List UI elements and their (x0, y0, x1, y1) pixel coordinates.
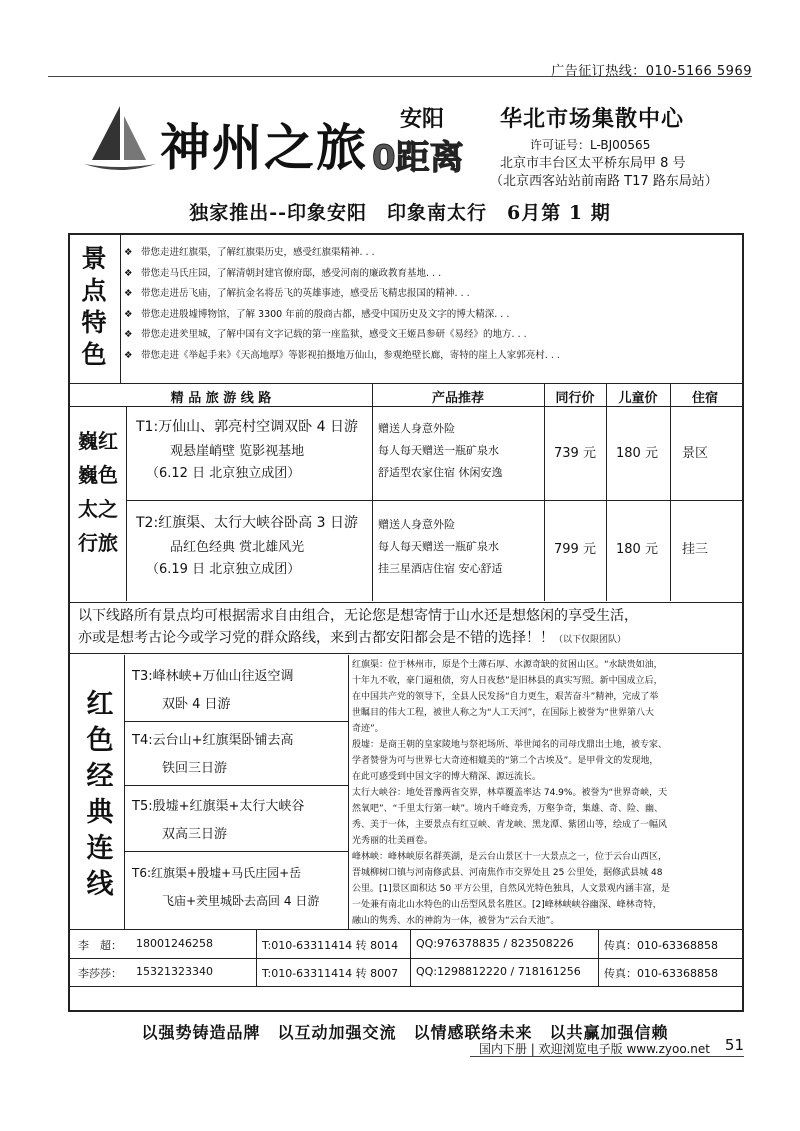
route-t2-rec: 赠送人身意外险 每人每天赠送一瓶矿泉水 挂三星酒店住宿 安心舒适 (378, 518, 503, 575)
logo-text: 神州之旅 (160, 118, 368, 177)
contact-fax: 传真：010-63368858 (604, 967, 718, 980)
red-routes-title: 红 色 经 典 连 线 (86, 689, 114, 900)
header-price: 同行价 (555, 391, 595, 406)
diamond-bullet-icon: ❖ (124, 288, 133, 299)
permit-number: 许可证号：L-BJ00565 (530, 138, 651, 152)
address: 北京市丰台区太平桥东局甲 8 号 (500, 156, 686, 171)
ad-hotline: 广告征订热线：010-5166 5969 (551, 64, 752, 79)
route-t1-sub: 观悬崖峭壁 览影视基地 (170, 444, 305, 459)
red-routes-description: 红旗渠：位于林州市，原是个土薄石厚、水源奇缺的贫困山区。“水缺贵如油， 十年九不收，豪门逼租债，穷人日夜愁”是旧林县的真实写照。新中国成立后， 在中国共产党的领导下，全县人民发扬“自力更生，艰苦奋斗”精神，完成了举 世瞩目的伟大工程，被世人称之为“人工天河”，在国际上被誉为“世界第八大 奇迹”。 殷墟：是商王朝的皇家陵地与祭祀场所、举世闻名的司母戊鼎出土地，被专家、 学者赞誉为可与世界七大奇迹相媲美的“第二个古埃及”。是甲骨文的发现地， 在此可感受到中国文字的博大精深、源远流长。 太行大峡谷：地处晋豫两省交界，林草覆盖率达 74.9%。被誉为“世界奇峡，天 然氧吧”、“千里太行第一峡”。境内千峰竞秀，万壑争奇，集雄、奇、险、幽、 秀、美于一体，主要景点有红豆峡、青龙峡、黑龙潭、紫团山等，绘成了一幅风 光秀丽的壮美画卷。 峰林峡：峰林峡原名群英湖，是云台山景区十一大景点之一，位于云台山西区， 晋城柳树口镇与河南修武县、河南焦作市交界处且 25 公里处，据修武县城 48 公里。[1]景区面积达 50 平方公里，自然风光特色独具，人文景观内涵丰富，是 一处兼有南北山水特色的山岳型风景名胜区。[2]峰林峡峡谷幽深、峰林奇特， 融山的隽秀、水的神韵为一体，被誉为“云台天池”。 (352, 660, 670, 926)
contact-tel: T:010-63311414 转 8014 (262, 939, 399, 952)
list-item: ❖ 带您走进红旗渠，了解红旗渠历史，感受红旗渠精神. . . (124, 243, 736, 264)
city-name: 安阳 (400, 107, 445, 132)
diamond-bullet-icon: ❖ (124, 267, 133, 279)
route-t1-rec: 赠送人身意外险 每人每天赠送一瓶矿泉水 舒适型农家住宿 休闲安逸 (378, 422, 503, 479)
list-item: ❖ 带您走进岳飞庙，了解抗金名将岳飞的英雄事迹，感受岳飞精忠报国的精神. . . (124, 284, 736, 305)
top-divider (48, 76, 752, 77)
contact-qq: QQ:1298812220 / 718161256 (416, 965, 581, 978)
contact-name: 李莎莎： (78, 967, 122, 980)
route-t2-sub: 品红色经典 赏北雄风光 (170, 540, 305, 555)
sailboat-logo-icon (80, 98, 160, 178)
group-note: 以下线路所有景点均可根据需求自由组合，无论您是想寄情于山水还是想悠闲的享受生活， 亦或是想考古论今或学习党的群众路线，来到古都安阳都会是不错的选择！！（以下仅限团队） (70, 602, 742, 654)
header-route: 精 品 旅 游 线 路 (170, 391, 272, 406)
list-item: ❖ 带您走进殷墟博物馆，了解 3300 年前的殷商古都，感受中国历史及文字的博大精深. . . (124, 305, 736, 326)
header-child-price: 儿童价 (618, 391, 658, 406)
red-routes-section (70, 655, 742, 957)
page-number: 51 (724, 1036, 744, 1054)
footer-text: 国内下册 | 欢迎浏览电子版 www.zyoo.net (478, 1042, 710, 1056)
issue-banner: 独家推出--印象安阳 印象南太行 6月第 1 期 (189, 202, 611, 224)
contact-qq: QQ:976378835 / 823508226 (416, 937, 574, 950)
address-note: （北京西客站站前南路 T17 路东局站） (490, 174, 718, 189)
contact-name: 李 超： (78, 939, 122, 952)
route-t2-child-price: 180 元 (616, 542, 658, 557)
route-t1-price: 739 元 (554, 446, 596, 461)
slogan: 以强势铸造品牌 以互动加强交流 以情感联络未来 以共赢加强信赖 (141, 1023, 669, 1042)
features-list (124, 243, 736, 366)
content-frame (68, 233, 744, 1012)
list-item: ❖ 带您走进羑里城，了解中国有文字记载的第一座监狱，感受文王姬昌参研《易经》的地方. . . (124, 325, 736, 346)
header (80, 88, 730, 198)
red-route-t3: T3:峰林峡+万仙山往返空调 双卧 4 日游 (132, 669, 294, 712)
header-recommend: 产品推荐 (431, 391, 484, 406)
logo (80, 98, 370, 178)
routes-table (70, 384, 742, 601)
table-header (70, 384, 742, 407)
diamond-bullet-icon: ❖ (124, 308, 133, 320)
list-item: ❖ 带您走进《举起手来》《天高地厚》等影视拍摄地万仙山，参观绝壁长廊，寄特的崖上人家郭亮村. . . (124, 346, 736, 367)
zero-distance: 0距离 (372, 138, 464, 178)
contact-fax: 传真：010-63368858 (604, 939, 718, 952)
contact-mobile: 15321323340 (136, 965, 213, 978)
route-t1-name: T1:万仙山、郭亮村空调双卧 4 日游 (136, 419, 358, 435)
contact-tel: T:010-63311414 转 8007 (262, 967, 399, 980)
diamond-bullet-icon: ❖ (124, 349, 133, 361)
diamond-bullet-icon: ❖ (124, 329, 133, 340)
route-t2-stay: 挂三 (682, 542, 709, 557)
diamond-bullet-icon: ❖ (124, 247, 133, 258)
list-item: ❖ 带您走马氏庄园，了解清朝封建官僚府邸，感受河南的廉政教育基地. . . (124, 264, 736, 285)
features-section (70, 235, 742, 384)
route-t1-date: （6.12 日 北京独立成团） (146, 466, 301, 481)
red-route-t4: T4:云台山+红旗渠卧铺去高 铁回三日游 (132, 733, 294, 776)
contacts-table (70, 929, 742, 987)
route-t1-stay: 景区 (682, 446, 709, 461)
route-t1-child-price: 180 元 (616, 446, 658, 461)
header-stay: 住宿 (691, 391, 718, 406)
center-name: 华北市场集散中心 (500, 107, 685, 132)
features-title: 景 点 特 色 (81, 244, 107, 369)
red-route-t6: T6:红旗渠+殷墟+马氏庄园+岳 飞庙+羑里城卧去高回 4 日游 (132, 866, 320, 908)
route-t2-date: （6.19 日 北京独立成团） (146, 562, 301, 577)
route-t2-price: 799 元 (554, 542, 596, 557)
route-t2-name: T2:红旗渠、太行大峡谷卧高 3 日游 (136, 515, 358, 531)
routes-side-title: 巍红 巍色 太之 行旅 (78, 429, 118, 555)
red-route-t5: T5:殷墟+红旗渠+太行大峡谷 双高三日游 (132, 799, 305, 842)
contact-mobile: 18001246258 (136, 937, 213, 950)
